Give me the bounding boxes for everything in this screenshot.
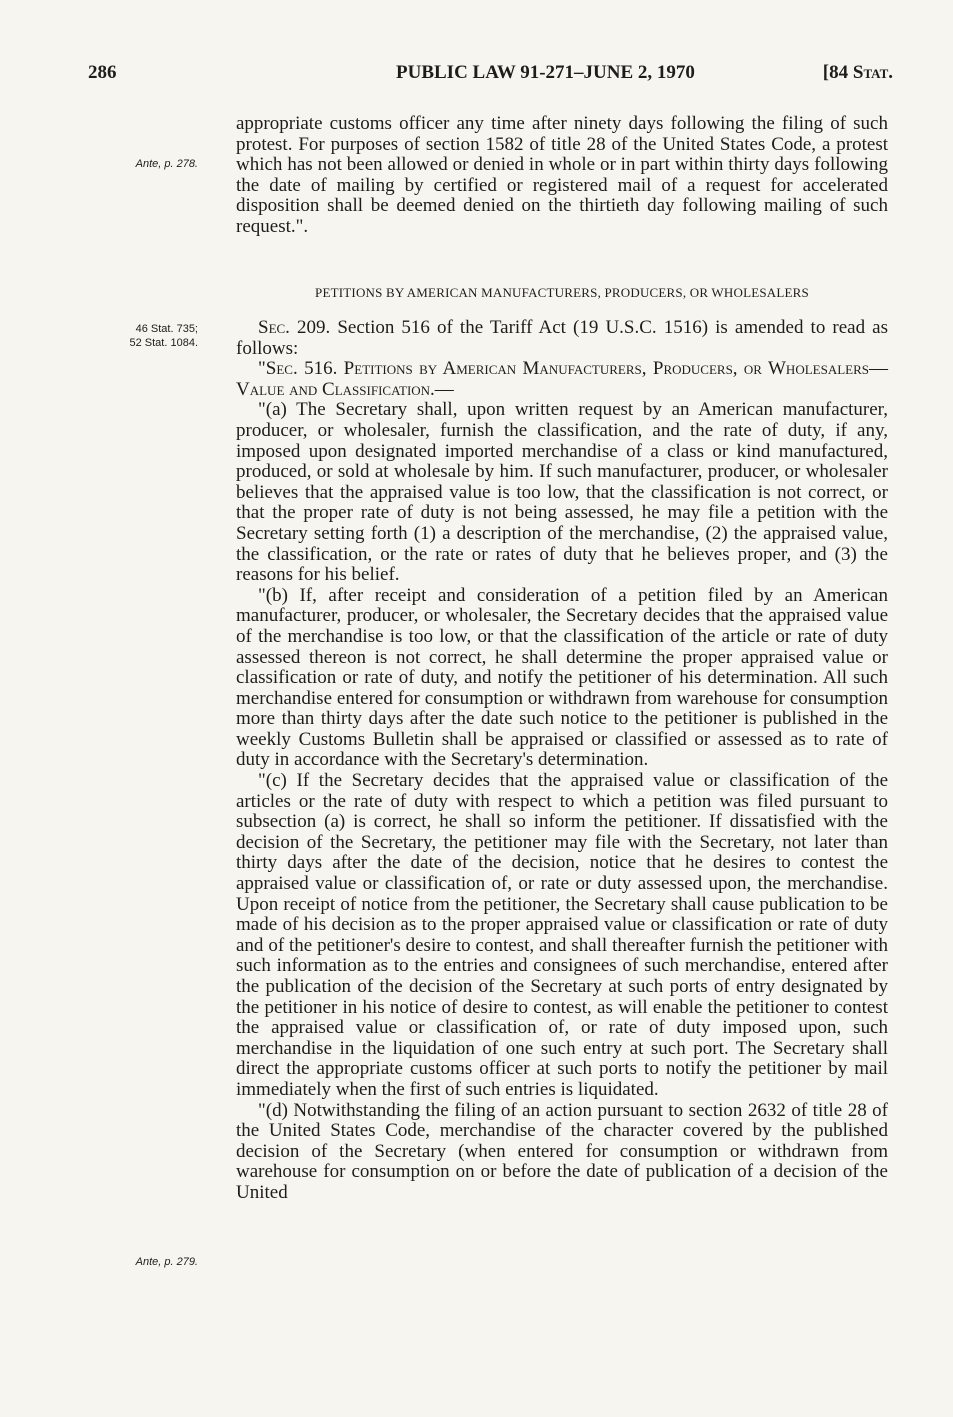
paragraph-b: "(b) If, after receipt and consideration of a petition filed by an American manufacturer, producer, or wholesaler, the Secretary decides that the appraised value of the merchandise is too low, or that the classification of the article or rate of duty assessed thereon is not correct, he shall determine the proper appraised value or classification or rate of duty, and notify the petitioner of his determination. All such merchandise entered for consumption or withdrawn from warehouse for consumption more than thirty days after the date such notice to the petitioner is published in the weekly Customs Bulletin shall be appraised or classified or assessed as to rate of duty in accordance with the Secretary's determination. xyxy=(236,584,888,771)
sec-516-open-quote: " xyxy=(258,358,266,380)
section-heading: PETITIONS BY AMERICAN MANUFACTURERS, PRODUCERS, OR WHOLESALERS xyxy=(315,285,809,300)
running-title: PUBLIC LAW 91-271–JUNE 2, 1970 xyxy=(396,62,695,83)
sec-209-label: Sec. 209. xyxy=(258,317,331,338)
body-column-main xyxy=(236,318,888,1204)
sec-516-title xyxy=(236,359,888,400)
volume-citation: [84 Stat. xyxy=(822,62,893,83)
sec-209-text: Section 516 of the Tariff Act (19 U.S.C. 1516) is amended to read as follows: xyxy=(236,317,889,359)
continuation-paragraph: appropriate customs officer any time after ninety days following the filing of such protest. For purposes of section 1582 of title 28 of the United States Code, a protest which has not been allowed or denied in whole or in part within thirty days following the date of mailing by certified or registered mail of a request for accelerated disposition shall be deemed denied on the thirtieth day following mailing of such request.". xyxy=(236,113,888,237)
margin-note-ante-279: Ante, p. 279. xyxy=(135,1256,198,1268)
margin-note-stat-citations xyxy=(88,322,198,350)
margin-note-stat-735: 46 Stat. 735; xyxy=(135,323,198,335)
page-header xyxy=(88,62,893,92)
body-column-top xyxy=(236,114,888,238)
page-number: 286 xyxy=(88,62,117,83)
paragraph-a: "(a) The Secretary shall, upon written request by an American manufacturer, producer, or wholesaler, furnish the classification, and the rate of duty, if any, imposed upon designated imported merchandise of a class or kind manufactured, produced, or sold at wholesale by him. If such manufacturer, producer, or wholesaler believes that the appraised value is too low, that the classification is not correct, or that the proper rate of duty is not being assessed, he may file a petition with the Secretary setting forth (1) a description of the merchandise, (2) the appraised value, the classification, or the rate or rates of duty that he believes proper, and (3) the reasons for his belief. xyxy=(236,399,888,586)
sec-209-paragraph xyxy=(236,318,888,359)
paragraph-c: "(c) If the Secretary decides that the appraised value or classification of the articles or the rate of duty with respect to which a petition was filed pursuant to subsection (a) is correct, he shall so inform the petitioner. If dissatisfied with the decision of the Secretary, the petitioner may file with the Secretary, not later than thirty days after the date of the decision, notice that he desires to contest the appraised value or classification of, or rate or duty assessed upon, the merchandise. Upon receipt of notice from the petitioner, the Secretary shall cause publication to be made of his decision as to the proper appraised value or classification or rate of duty and of the petitioner's desire to contest, and shall thereafter furnish the petitioner with such information as to the entries and consignees of such merchandise, entered after the publication of the decision of the Secretary at such ports of entry designated by the petitioner in his notice of desire to contest, as will enable the petitioner to contest the appraised value or classification of, or rate of duty imposed upon, such merchandise in the liquidation of one such entry at such port. The Secretary shall direct the appropriate customs officer at such ports to notify the petitioner by mail immediately when the first of such entries is liquidated. xyxy=(236,770,888,1100)
margin-note-stat-1084: 52 Stat. 1084. xyxy=(129,337,198,349)
margin-note-ante-278: Ante, p. 278. xyxy=(135,158,198,170)
paragraph-d: "(d) Notwithstanding the filing of an action pursuant to section 2632 of title 28 of the United States Code, merchandise of the character covered by the published decision of the Secretary (when entered for consumption or withdrawn from warehouse for consumption on or before the date of publication of a decision of the United xyxy=(236,1099,888,1203)
sec-516-title-text: Sec. 516. Petitions by American Manufacturers, Producers, or Wholesalers—Value and Classification.— xyxy=(236,358,888,400)
